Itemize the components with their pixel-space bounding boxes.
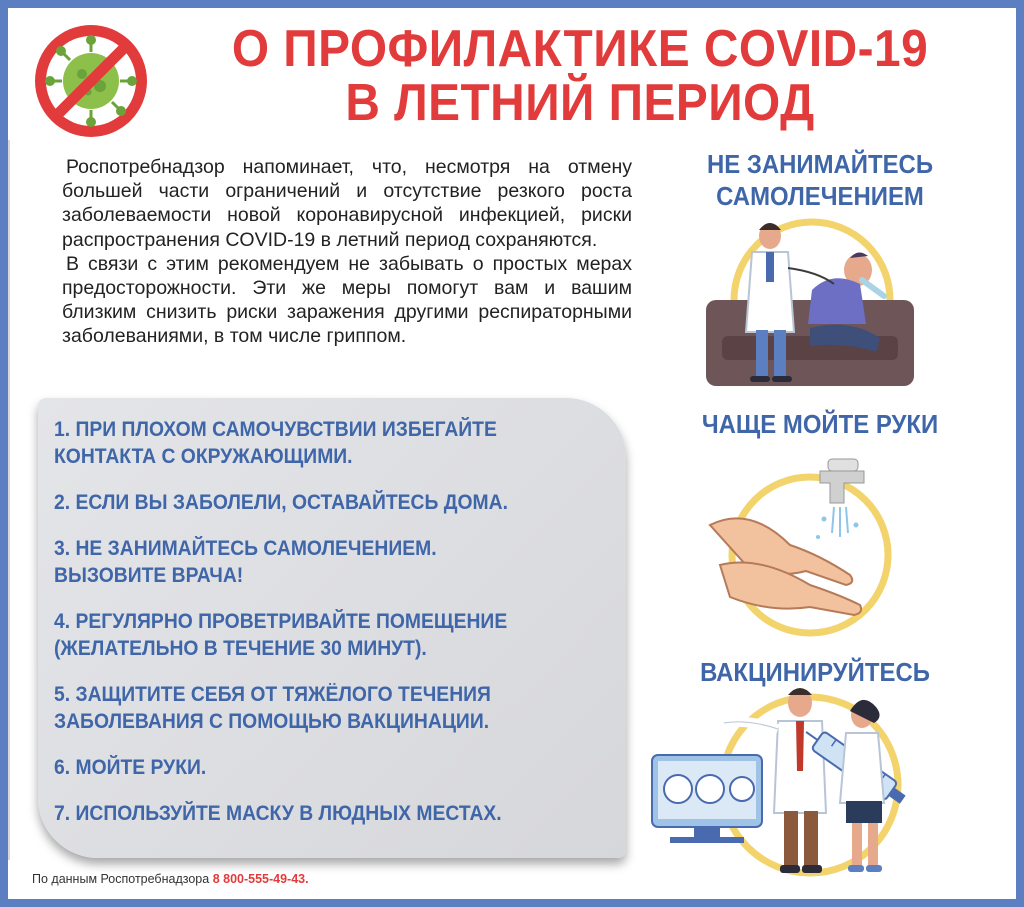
tip-item [54,608,569,662]
heading-1-line-1: НЕ ЗАНИМАЙТЕСЬ [706,149,934,179]
tip-item [54,681,569,735]
page-title [194,22,967,130]
heading-no-self-treatment [673,148,967,212]
tip-3-line-1: 3. НЕ ЗАНИМАЙТЕСЬ САМОЛЕЧЕНИЕМ. [54,537,437,560]
intro-paragraph-1: Роспотребнадзор напоминает, что, несмотря на отмену большей части ограничений и отсутствие резкого роста заболеваемости новой коронавирусной инфекцией, риски распространения COVID-19 в летний период сохраняются. [62,156,632,251]
crossed-virus-icon [30,20,152,142]
title-line-2: В ЛЕТНИЙ ПЕРИОД [345,74,815,132]
doctor-patient-sofa-illustration [700,218,920,393]
tips-panel [38,398,626,858]
title-line-1: О ПРОФИЛАКТИКЕ COVID-19 [231,20,929,78]
tip-2-line-1: 2. ЕСЛИ ВЫ ЗАБОЛЕЛИ, ОСТАВАЙТЕСЬ ДОМА. [54,491,508,514]
left-divider [8,140,10,860]
tip-5-line-2: ЗАБОЛЕВАНИЯ С ПОМОЩЬЮ ВАКЦИНАЦИИ. [54,710,490,733]
source-footnote [32,872,309,886]
intro-paragraph-2: В связи с этим рекомендуем не забывать о простых мерах предосторожности. Эти же меры помогут вам и вашим близким снизить риски заражения другими респираторными заболеваниями, в том числе гриппом. [62,252,632,348]
tip-4-line-1: 4. РЕГУЛЯРНО ПРОВЕТРИВАЙТЕ ПОМЕЩЕНИЕ [54,610,508,633]
tip-item [54,489,569,516]
tip-item [54,800,569,827]
tip-item [54,754,569,781]
tip-5-line-1: 5. ЗАЩИТИТЕ СЕБЯ ОТ ТЯЖЁЛОГО ТЕЧЕНИЯ [54,683,491,706]
heading-wash-hands: ЧАЩЕ МОЙТЕ РУКИ [701,409,939,439]
tip-1-line-1: 1. ПРИ ПЛОХОМ САМОЧУВСТВИИ ИЗБЕГАЙТЕ [54,418,497,441]
tip-6-line-1: 6. МОЙТЕ РУКИ. [54,756,207,779]
tip-7-line-1: 7. ИСПОЛЬЗУЙТЕ МАСКУ В ЛЮДНЫХ МЕСТАХ. [54,802,502,825]
footnote-text: По данным Роспотребнадзора [32,872,210,886]
tip-1-line-2: КОНТАКТА С ОКРУЖАЮЩИМИ. [54,445,353,468]
tip-item [54,535,569,589]
intro-text [62,155,632,349]
heading-1-line-2: САМОЛЕЧЕНИЕМ [716,181,924,211]
hotline-phone: 8 800-555-49-43. [212,872,309,886]
hand-washing-illustration [700,455,900,645]
tip-item [54,416,569,470]
vaccination-doctors-illustration [650,685,920,880]
heading-vaccinate: ВАКЦИНИРУЙТЕСЬ [700,657,930,687]
tip-3-line-2: ВЫЗОВИТЕ ВРАЧА! [54,564,244,587]
tip-4-line-2: (ЖЕЛАТЕЛЬНО В ТЕЧЕНИЕ 30 МИНУТ). [54,637,427,660]
tips-list [54,416,614,846]
